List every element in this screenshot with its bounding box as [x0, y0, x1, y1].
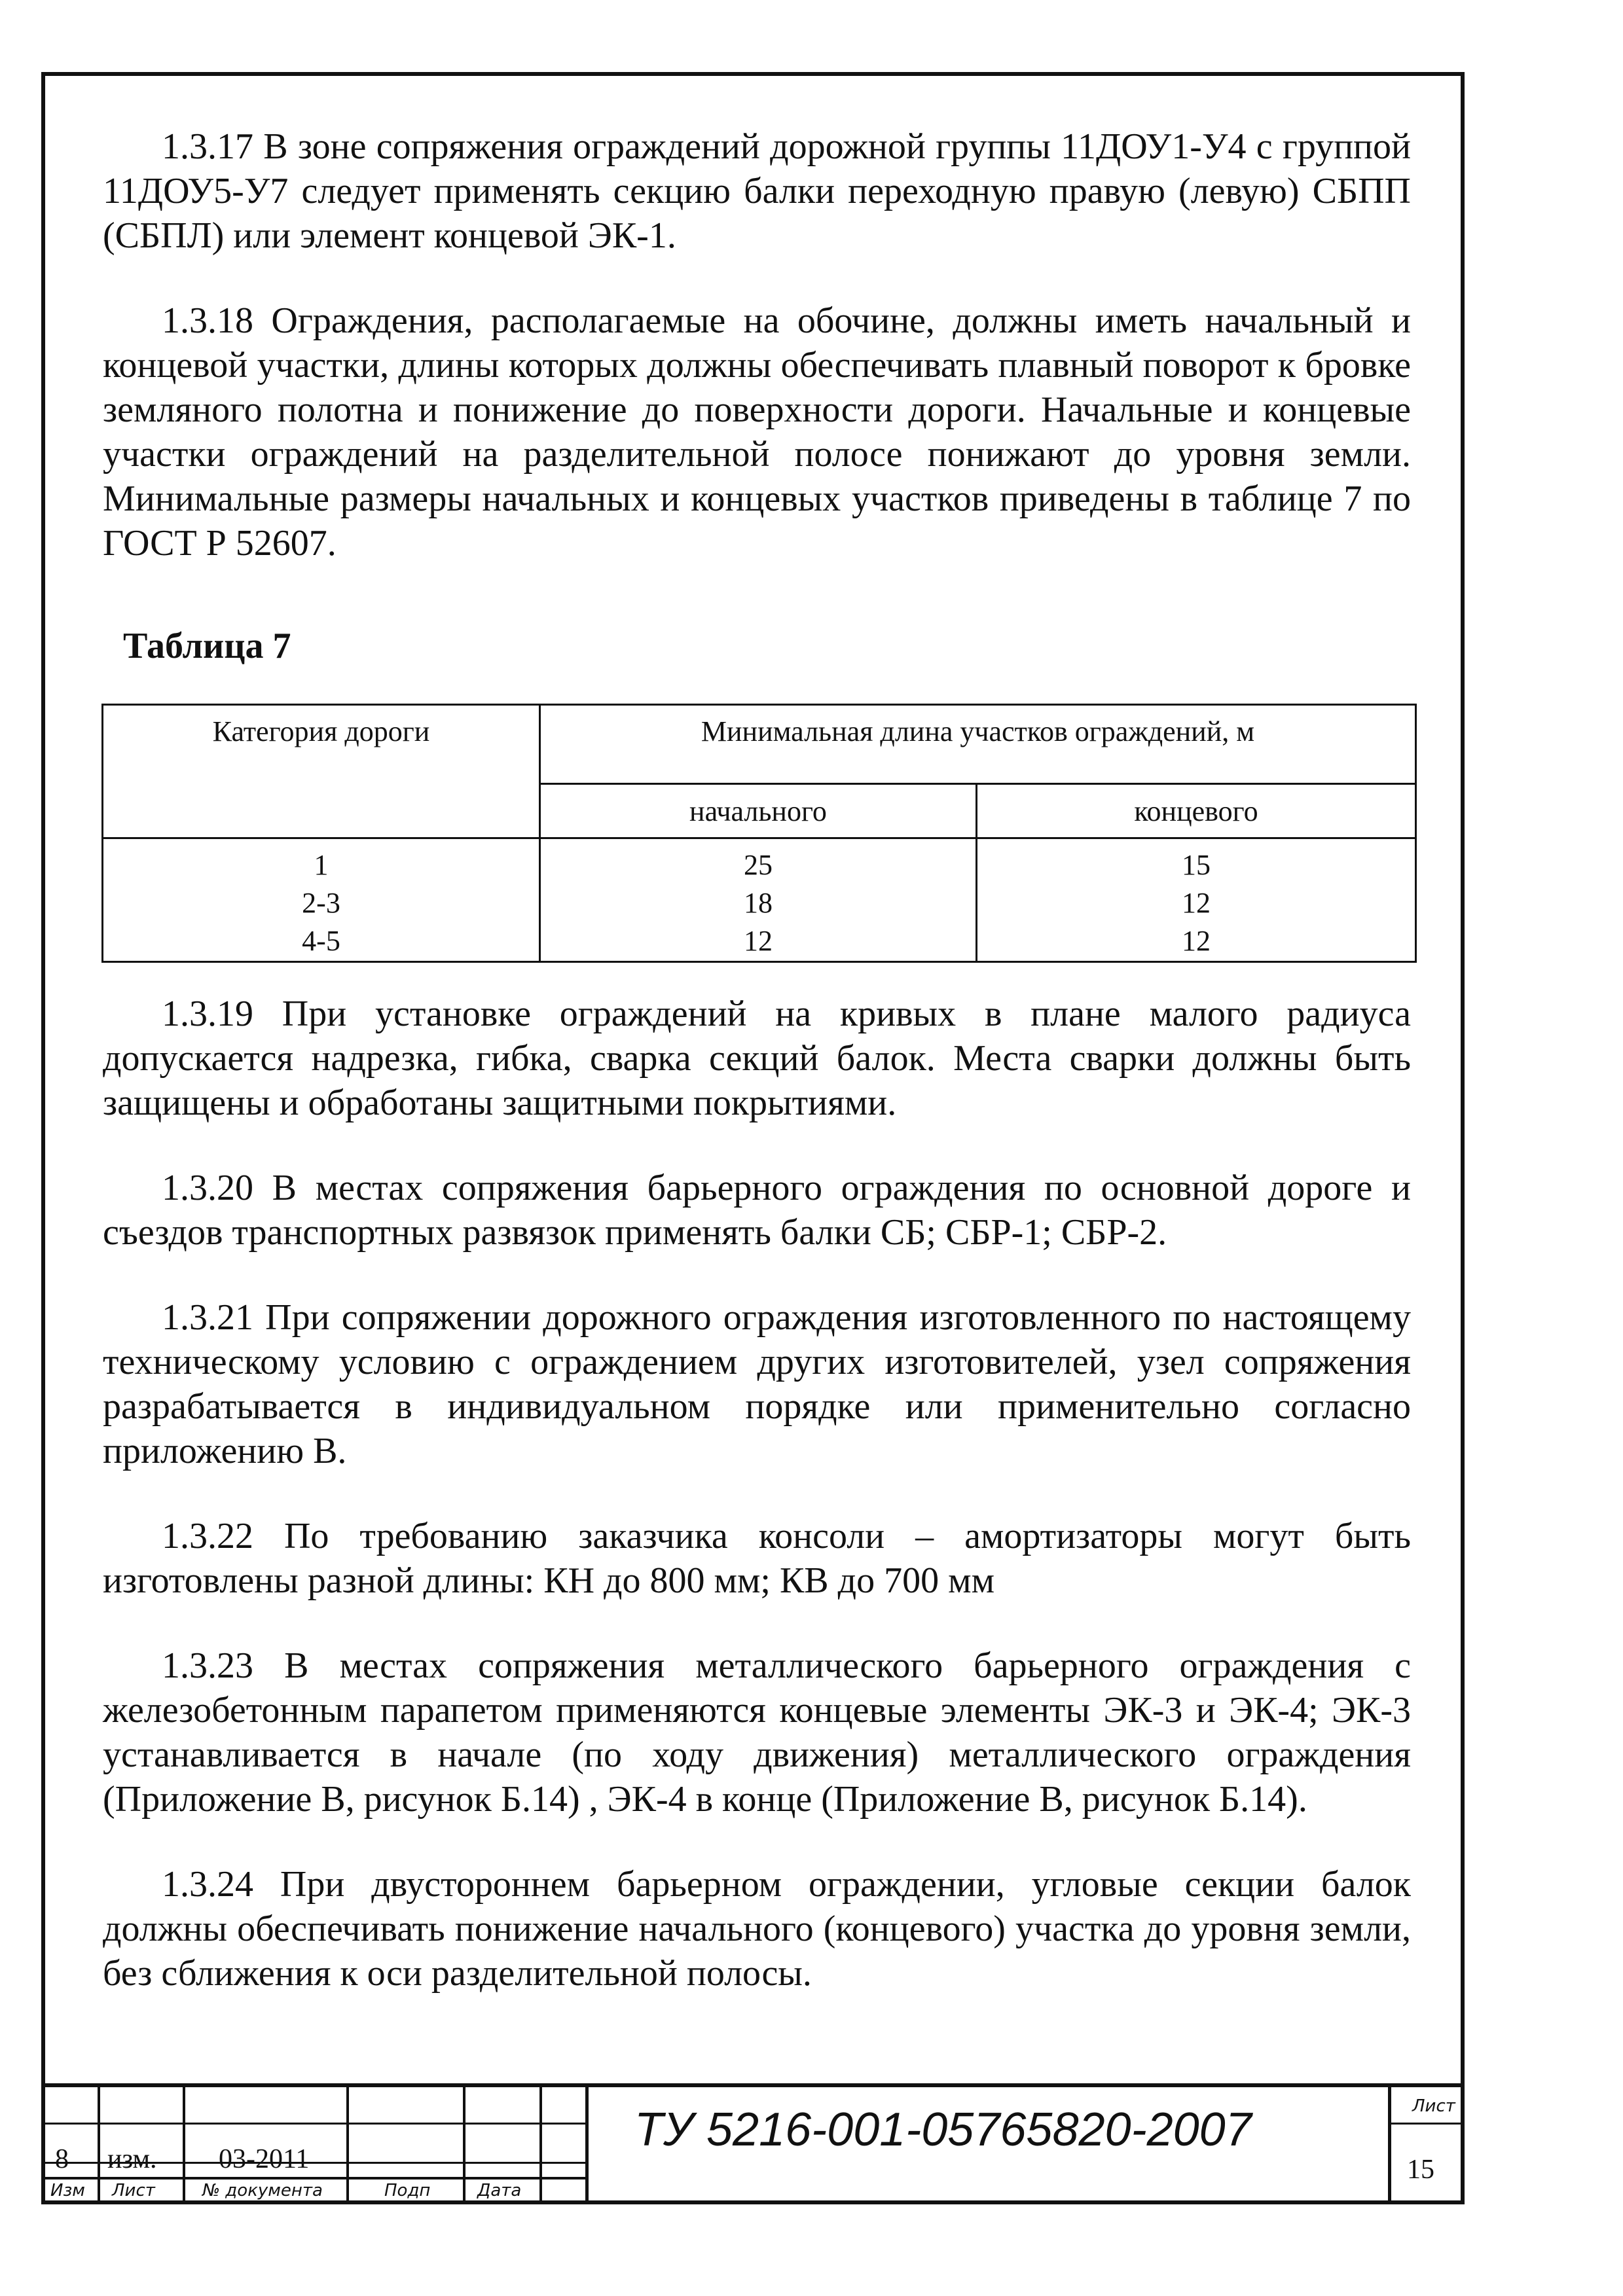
table-cell: 12 — [744, 925, 773, 957]
header-category: Категория дороги — [103, 705, 540, 838]
paragraph-1-3-20: 1.3.20 В местах сопряжения барьерного ограждения по основной дороге и съездов транспортных развязок применять балки СБ; СБР-1; СБР-2. — [103, 1168, 1411, 1253]
document-code: ТУ 5216-001-05765820-2007 — [634, 2104, 1252, 2156]
paragraph-1-3-18: 1.3.18 Ограждения, располагаемые на обочине, должны иметь начальный и концевой участки, длины которых должны обеспечивать плавный поворот к бровке земляного полотна и понижение до поверхности дороги. Начальные и концевые участки ограждений на разделительной полосе понижают до уровня земли. Минимальные размеры начальных и концевых участков приведены в таблице 7 по ГОСТ Р 52607. — [103, 300, 1411, 564]
column-start-values — [540, 838, 977, 962]
table-caption: Таблица 7 — [123, 626, 291, 666]
table-cell: 25 — [744, 849, 773, 881]
sheet-label: Лист — [1412, 2096, 1455, 2116]
change-label: изм. — [107, 2144, 157, 2174]
upper-text — [103, 124, 1411, 606]
table-cell: 15 — [1182, 849, 1211, 881]
table-cell: 1 — [314, 849, 329, 881]
paragraph-1-3-22: 1.3.22 По требованию заказчика консоли – амортизаторы могут быть изготовлены разной длины: КН до 800 мм; КВ до 700 мм — [103, 1516, 1411, 1601]
paragraph-1-3-19: 1.3.19 При установке ограждений на кривых в плане малого радиуса допускается надрезка, гибка, сварка секций балок. Места сварки должны быть защищены и обработаны защитными покрытиями. — [103, 994, 1411, 1123]
table-cell: 2-3 — [302, 887, 340, 919]
table-7 — [101, 704, 1417, 963]
table-cell: 12 — [1182, 887, 1211, 919]
paragraph-1-3-23: 1.3.23 В местах сопряжения металлического барьерного ограждения с железобетонным парапетом применяются концевые элементы ЭК-3 и ЭК-4; ЭК-3 устанавливается в начале (по ходу движения) металлического ограждения (Приложение В, рисунок Б.14) , ЭК-4 в конце (Приложение В, рисунок Б.14). — [103, 1645, 1411, 1820]
paragraph-1-3-24: 1.3.24 При двустороннем барьерном ограждении, угловые секции балок должны обеспечивать понижение начального (концевого) участка до уровня земли, без сближения к оси разделительной полосы. — [103, 1864, 1411, 1994]
column-end-values — [977, 838, 1416, 962]
doc-number-value: 03-2011 — [219, 2144, 310, 2174]
col-data: Дата — [477, 2181, 522, 2200]
paragraph-1-3-21: 1.3.21 При сопряжении дорожного ограждения изготовленного по настоящему техническому условию с ограждением других изготовителей, узел сопряжения разрабатывается в индивидуальном порядке или применительно согласно приложению В. — [103, 1297, 1411, 1471]
table-cell: 4-5 — [302, 925, 340, 957]
title-block — [45, 2083, 1461, 2200]
sheet-number: 15 — [1407, 2155, 1434, 2185]
header-start: начального — [540, 784, 977, 838]
col-izm: Изм — [50, 2181, 85, 2200]
paragraph-1-3-17: 1.3.17 В зоне сопряжения ограждений дорожной группы 11ДОУ1-У4 с группой 11ДОУ5-У7 следует применять секцию балки переходную правую (левую) СБПП (СБПЛ) или элемент концевой ЭК-1. — [103, 126, 1411, 256]
col-podp: Подп — [384, 2181, 431, 2200]
change-number: 8 — [55, 2144, 69, 2174]
header-end: концевого — [977, 784, 1416, 838]
col-list: Лист — [112, 2181, 155, 2200]
col-doc: № документа — [202, 2181, 323, 2200]
header-min-length: Минимальная длина участков ограждений, м — [540, 705, 1416, 784]
table-cell: 18 — [744, 887, 773, 919]
lower-text — [103, 992, 1411, 1996]
column-category-values — [103, 838, 540, 962]
table-cell: 12 — [1182, 925, 1211, 957]
